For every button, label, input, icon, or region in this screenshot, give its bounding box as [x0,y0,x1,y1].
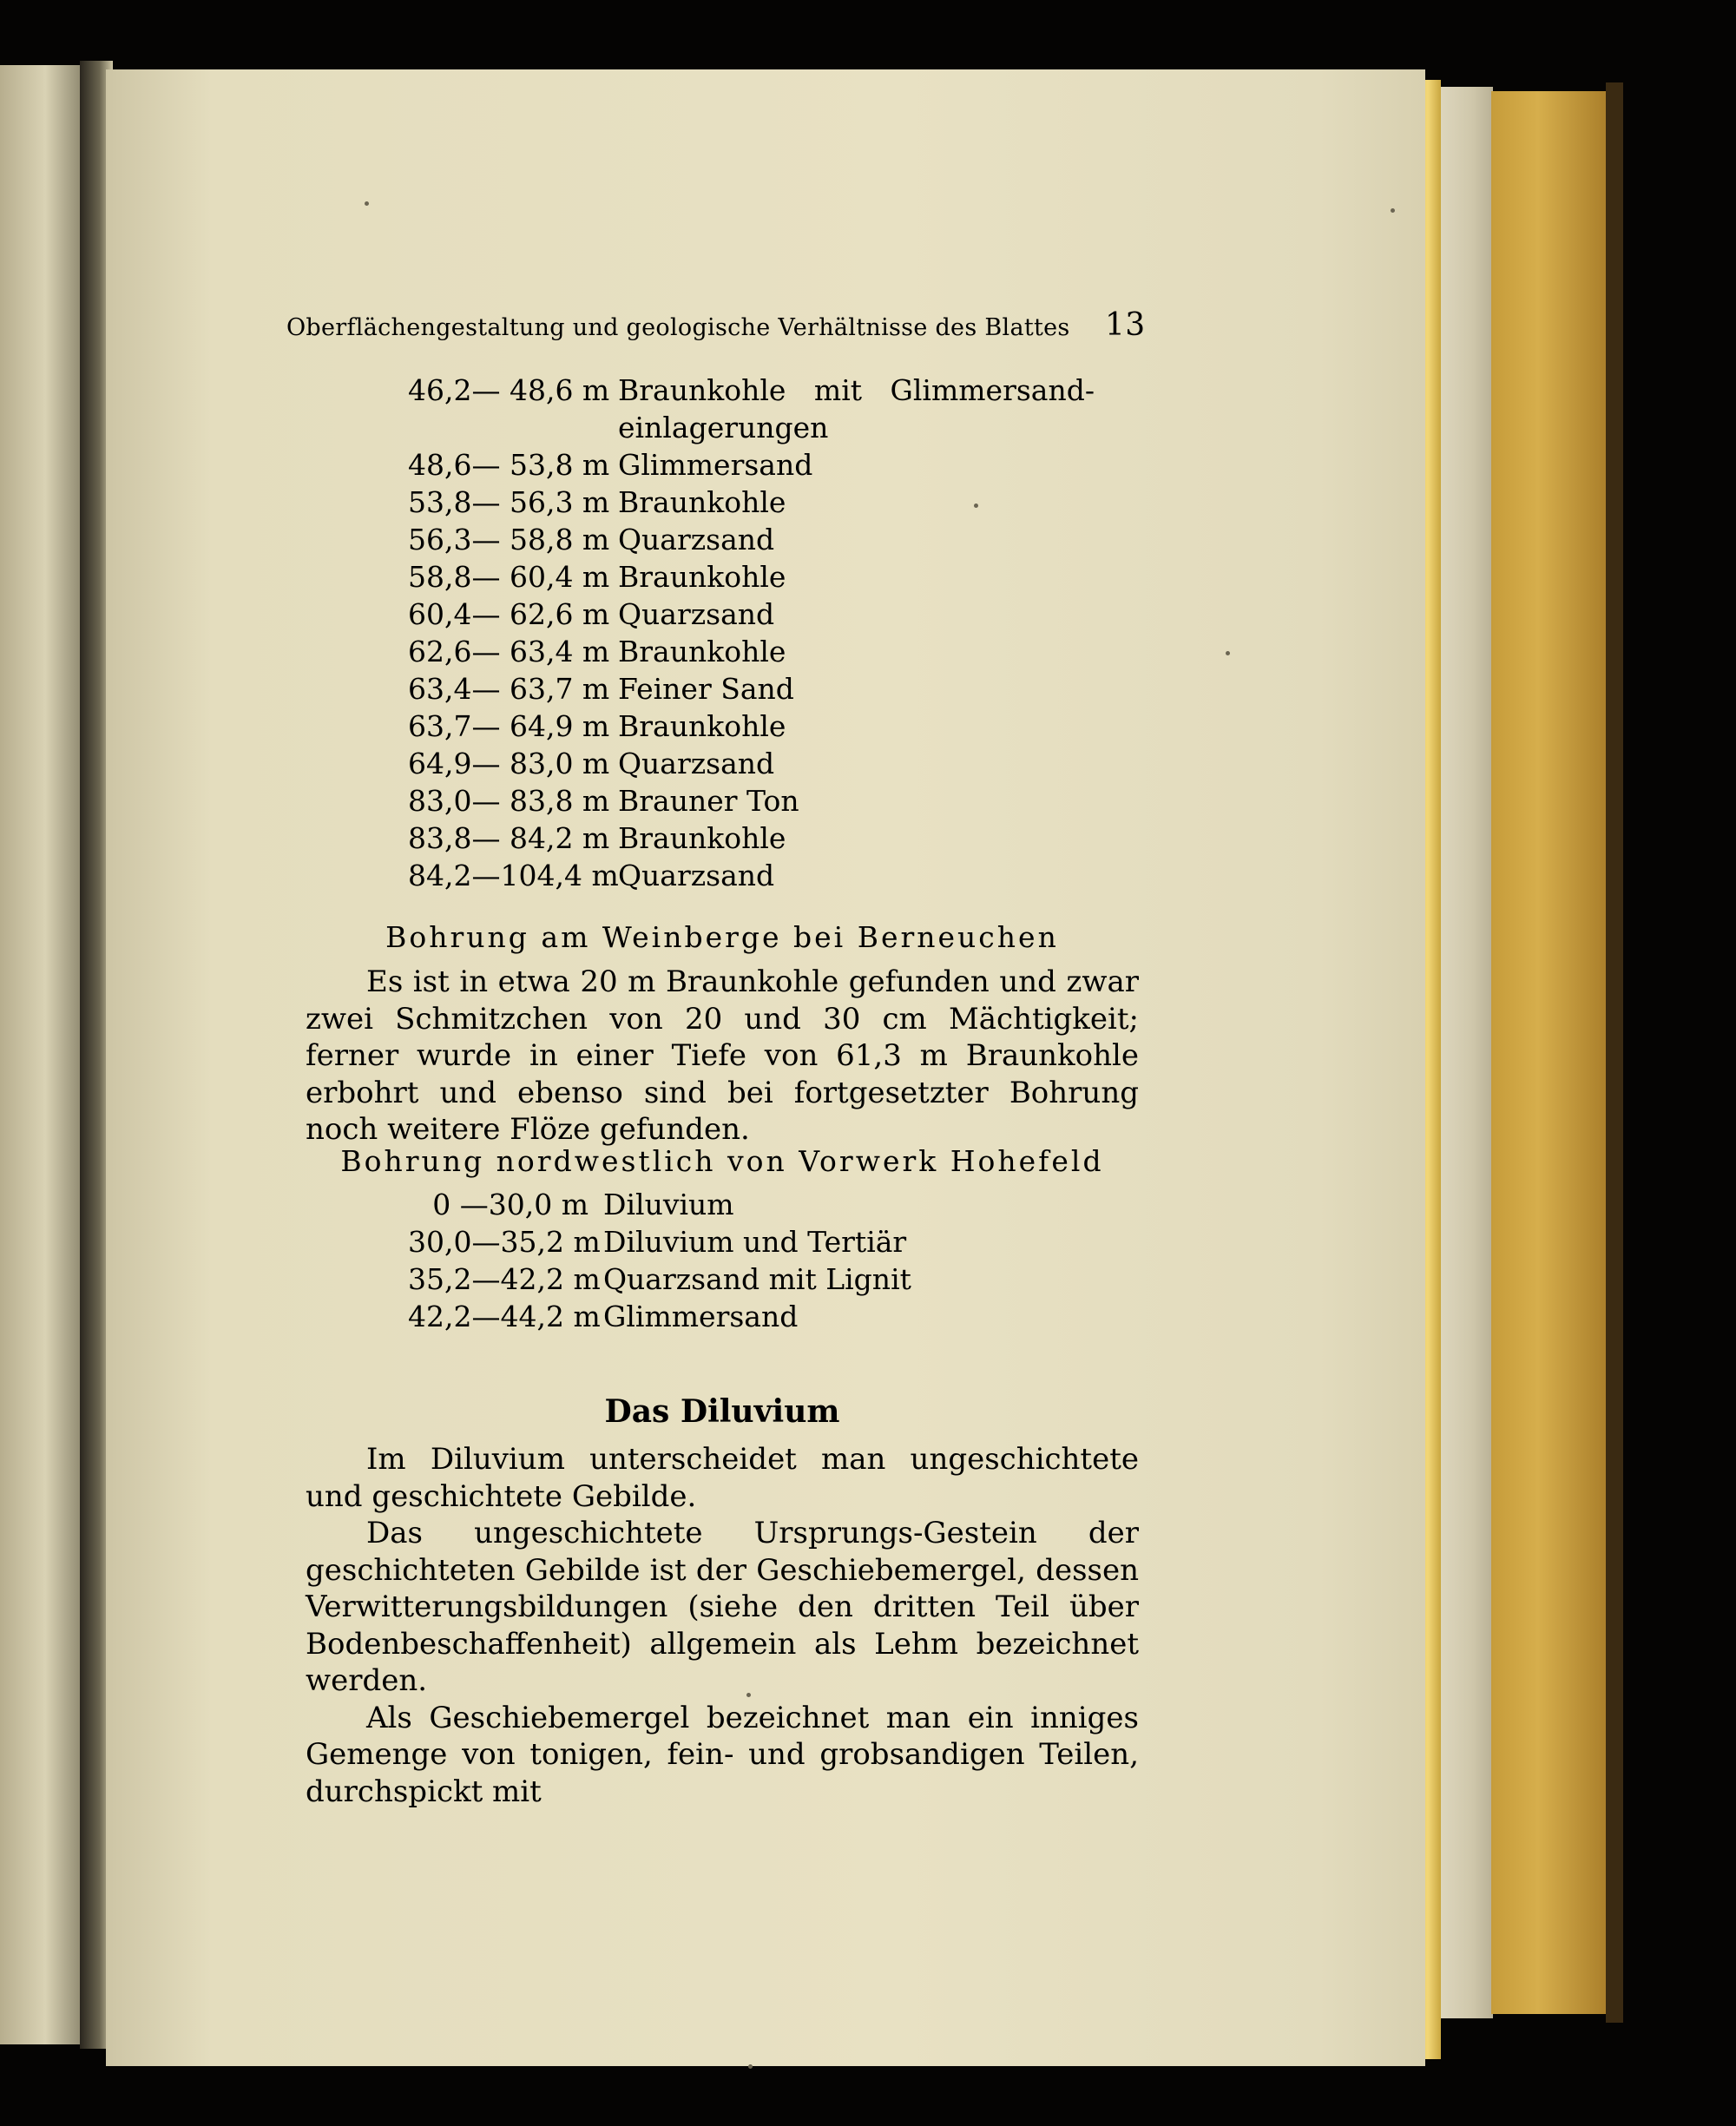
description-cell: Braunkohle mit Glimmersand- [618,373,1095,407]
depth-cell: 48,6— 53,8 m [408,448,610,482]
depth-cell: 0 —30,0 m [432,1188,589,1221]
description-cell: Braunkohle [618,821,786,855]
diluvium-text [306,1441,1139,1810]
description-cell: Braunkohle [618,485,786,519]
facing-page-edge [0,65,82,2044]
page-number: 13 [1105,307,1146,343]
description-cell: Quarzsand [618,859,775,892]
description-cell: Braunkohle [618,560,786,594]
paragraph: Das ungeschichtete Ursprungs-Gestein der geschichteten Gebilde ist der Geschiebemergel, dessen Verwitterungsbildungen (siehe den dritten Teil über Bodenbeschaffenheit) allgemein als Lehm bezeichnet werden. [306,1516,1139,1698]
description-cell: Brauner Ton [618,784,799,818]
description-cell: Quarzsand [618,747,775,780]
depth-cell: 83,0— 83,8 m [408,784,610,818]
depth-cell: 58,8— 60,4 m [408,560,610,594]
description-cell: Quarzsand [618,597,775,631]
depth-cell: 64,9— 83,0 m [408,747,610,780]
description-cell: einlagerungen [618,411,829,444]
depth-cell: 62,6— 63,4 m [408,635,610,668]
description-cell: Quarzsand [618,523,775,556]
paper-speck [1391,208,1395,213]
description-cell: Feiner Sand [618,672,794,706]
book-cover-edge [1606,82,1623,2023]
description-cell: Braunkohle [618,635,786,668]
depth-cell: 42,2—44,2 m [408,1300,601,1333]
description-cell: Diluvium und Tertiär [603,1225,907,1259]
description-cell: Braunkohle [618,709,786,743]
page-stack-edge [1441,87,1493,2018]
depth-cell: 53,8— 56,3 m [408,485,610,519]
description-cell: Diluvium [603,1188,734,1221]
depth-cell: 60,4— 62,6 m [408,597,610,631]
running-title: Oberflächengestaltung und geologische Verhältnisse des Blattes [286,314,1070,341]
description-cell: Glimmersand [618,448,813,482]
running-header [286,307,1163,343]
depth-cell: 30,0—35,2 m [408,1225,601,1259]
book-block-edge [1491,91,1608,2014]
depth-cell: 63,4— 63,7 m [408,672,610,706]
depth-cell: 83,8— 84,2 m [408,821,610,855]
depth-cell: 56,3— 58,8 m [408,523,610,556]
paper-speck [974,504,978,508]
bohrung-weinberge-text [306,964,1139,1149]
description-cell: Quarzsand mit Lignit [603,1262,911,1296]
bohrung-hohefeld-heading: Bohrung nordwestlich von Vorwerk Hohefeld [340,1144,1104,1178]
section-title: Das Diluvium [604,1393,840,1430]
depth-cell: 46,2— 48,6 m [408,373,610,407]
paragraph: Es ist in etwa 20 m Braunkohle gefunden und zwar zwei Schmitzchen von 20 und 30 cm Mächtigkeit; ferner wurde in einer Tiefe von 61,3 m Braunkohle erbohrt und ebenso sind bei fortgesetzter Bohrung noch weitere Flöze gefunden. [306,964,1139,1147]
paper-speck [365,201,369,206]
paper-speck [1226,651,1230,655]
depth-cell: 84,2—104,4 m [408,859,619,892]
paper-speck [748,2064,753,2069]
paragraph: Im Diluvium unterscheidet man ungeschichtete und geschichtete Gebilde. [306,1442,1139,1514]
description-cell: Glimmersand [603,1300,799,1333]
paragraph: Als Geschiebemergel bezeichnet man ein inniges Gemenge von tonigen, fein- und grobsandigen Teilen, durchspickt mit [306,1700,1139,1809]
depth-cell: 35,2—42,2 m [408,1262,601,1296]
depth-cell: 63,7— 64,9 m [408,709,610,743]
bohrung-weinberge-heading: Bohrung am Weinberge bei Berneuchen [385,920,1059,954]
